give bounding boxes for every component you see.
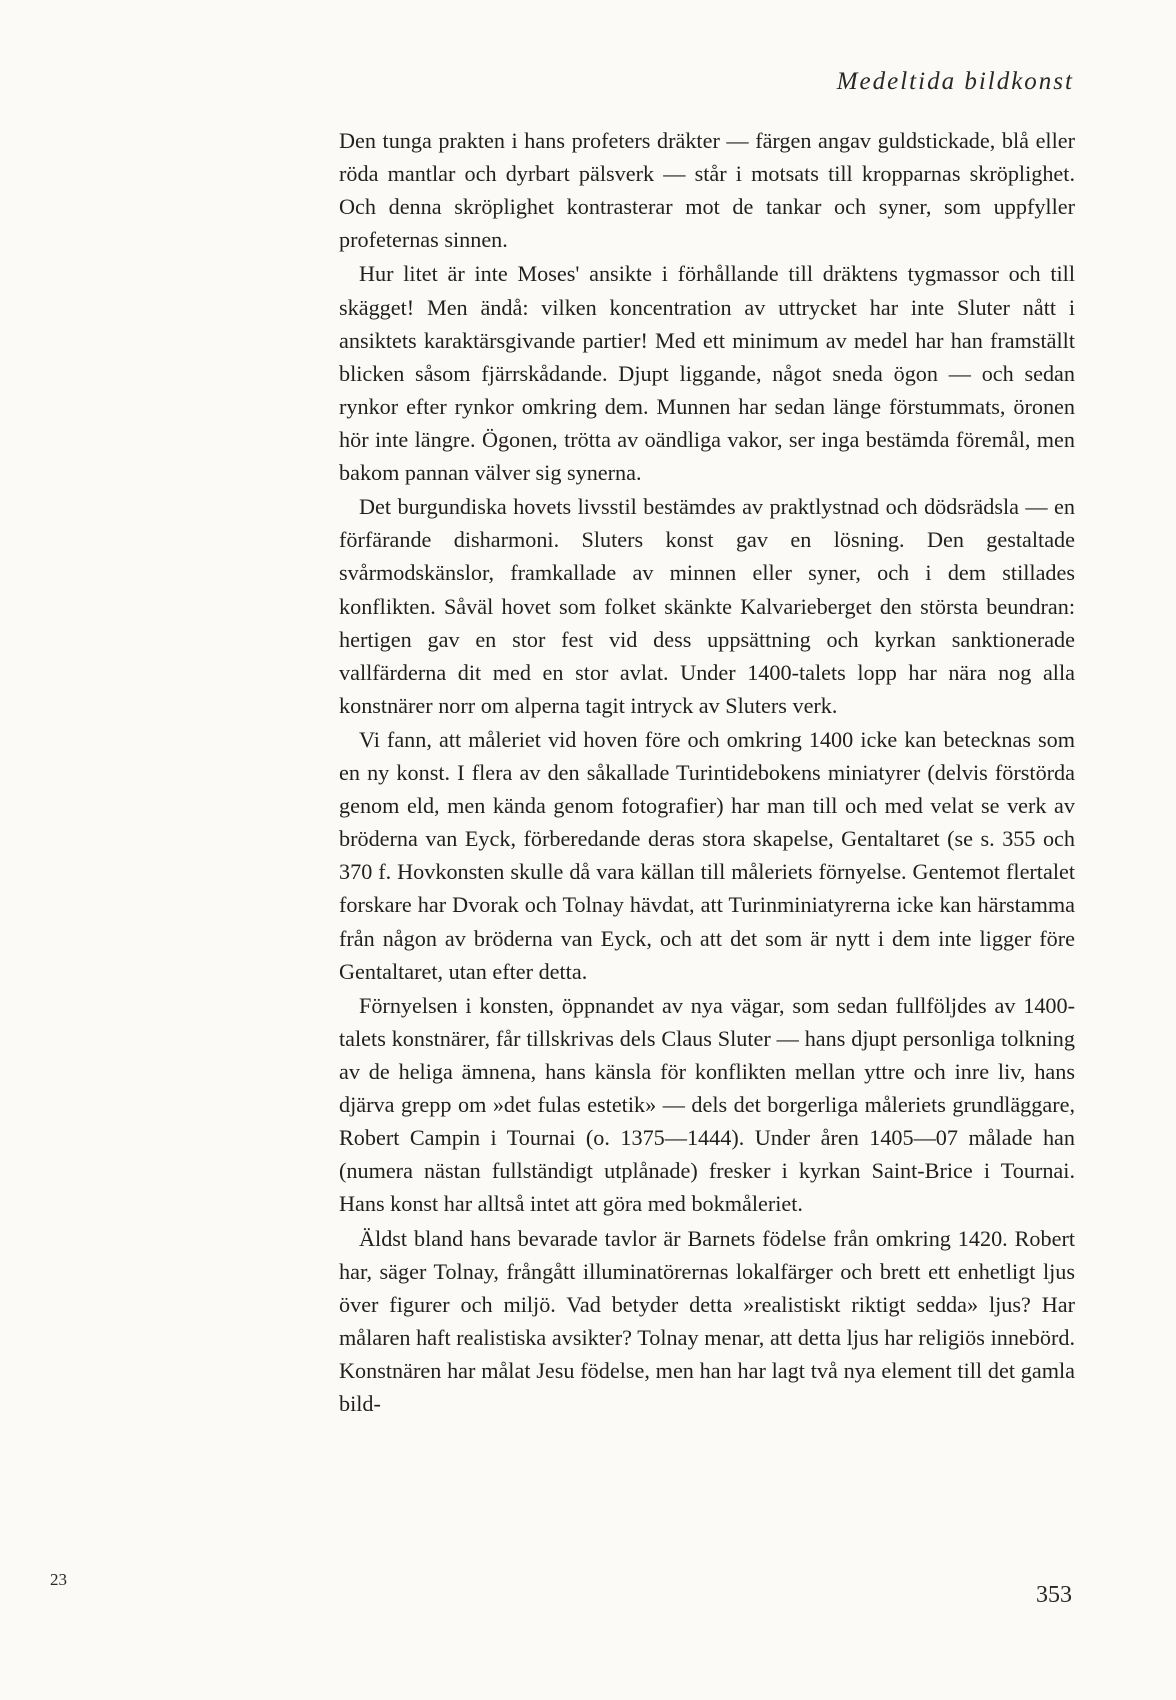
paragraph: Äldst bland hans bevarade tavlor är Barnets födelse från omkring 1420. Robert har, säger Tolnay, frångått illuminatörernas lokalfärger och brett ett enhetligt ljus över figurer och miljö. Vad betyder detta »realistiskt riktigt sedda» ljus? Har målaren haft realistiska avsikter? Tolnay menar, att detta ljus har religiös innebörd. Konstnären har målat Jesu födelse, men han har lagt två nya element till det gamla bild- — [339, 1225, 1075, 1417]
page-number: 353 — [1036, 1582, 1072, 1608]
running-head-title: Medeltida bildkonst — [836, 68, 1074, 95]
paragraph: Den tunga prakten i hans profeters dräkter — färgen angav guldstickade, blå eller röda mantlar och dyrbart pälsverk — står i motsats till kropparnas skröplighet. Och denna skröplighet kontrasterar mot de tankar och syner, som uppfyller profeternas sinnen. — [339, 128, 1075, 253]
paragraph: Hur litet är inte Moses' ansikte i förhållande till dräktens tygmassor och till skägget! Men ändå: vilken koncentration av uttrycket har inte Sluter nått i ansiktets karaktärsgivande partier! Med ett minimum av medel har han framställt blicken såsom fjärrskådande. Djupt liggande, något sneda ögon — och sedan rynkor efter rynkor omkring dem. Munnen har sedan länge förstummats, öronen hör inte längre. Ögonen, trötta av oändliga vakor, ser inga bestämda föremål, men bakom pannan välver sig synerna. — [339, 261, 1075, 486]
paragraph: Förnyelsen i konsten, öppnandet av nya vägar, som sedan fullföljdes av 1400-talets konstnärer, får tillskrivas dels Claus Sluter — hans djupt personliga tolkning av de heliga ämnena, hans känsla för konflikten mellan yttre och inre liv, hans djärva grepp om »det fulas estetik» — dels det borgerliga måleriets grundläggare, Robert Campin i Tournai (o. 1375—1444). Under åren 1405—07 målade han (numera nästan fullständigt utplånade) fresker i kyrkan Saint-Brice i Tournai. Hans konst har alltså intet att göra med bokmåleriet. — [339, 992, 1075, 1217]
body-text — [339, 124, 1075, 1421]
signature-mark: 23 — [50, 1570, 67, 1589]
paragraph: Det burgundiska hovets livsstil bestämdes av praktlystnad och dödsrädsla — en förfärande disharmoni. Sluters konst gav en lösning. Den gestaltade svårmodskänslor, framkallade av minnen eller syner, och i dem stillades konflikten. Såväl hovet som folket skänkte Kalvarieberget den största beundran: hertigen gav en stor fest vid dess uppsättning och kyrkan sanktionerade vallfärderna dit med en stor avlat. Under 1400-talets lopp har nära nog alla konstnärer norr om alperna tagit intryck av Sluters verk. — [339, 494, 1075, 718]
paragraph: Vi fann, att måleriet vid hoven före och omkring 1400 icke kan betecknas som en ny konst. I flera av den såkallade Turintidebokens miniatyrer (delvis förstörda genom eld, men kända genom fotografier) har man till och med velat se verk av bröderna van Eyck, förberedande deras stora skapelse, Gentaltaret (se s. 355 och 370 f. Hovkonsten skulle då vara källan till måleriets förnyelse. Gentemot flertalet forskare har Dvorak och Tolnay hävdat, att Turinminiatyrerna icke kan härstamma från någon av bröderna van Eyck, och att det som är nytt i dem inte ligger före Gentaltaret, utan efter detta. — [339, 726, 1075, 984]
